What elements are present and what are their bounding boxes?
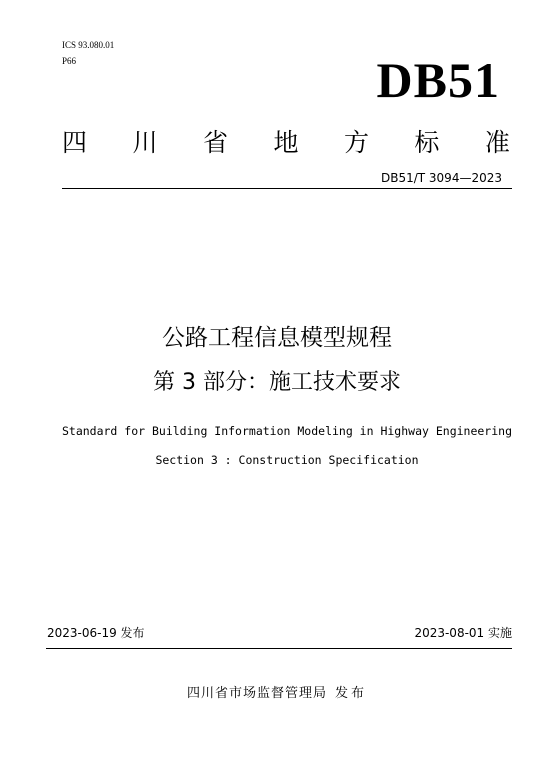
standard-type-char: 方 xyxy=(343,128,369,157)
classification-code: P66 xyxy=(62,56,77,66)
standard-type-char: 省 xyxy=(202,128,228,157)
implementation-date: 2023-08-01 实施 xyxy=(414,626,512,640)
standard-type-char: 标 xyxy=(414,128,440,157)
standard-type-char: 川 xyxy=(132,128,158,157)
issuer-line xyxy=(0,685,554,703)
title-cn-main: 公路工程信息模型规程 xyxy=(162,325,392,351)
issuer-organization: 四川省市场监督管理局 xyxy=(186,686,327,701)
ics-code: ICS 93.080.01 xyxy=(62,40,115,50)
standard-logo: DB51 xyxy=(376,52,500,108)
title-cn-part: 第 3 部分：施工技术要求 xyxy=(153,370,401,395)
standard-type-char: 地 xyxy=(273,128,299,157)
footer-divider xyxy=(46,648,512,649)
title-en-section: Section 3 : Construction Specification xyxy=(155,453,419,467)
standard-type-heading xyxy=(62,126,510,160)
header-divider xyxy=(62,188,512,189)
standard-type-char: 四 xyxy=(62,128,88,157)
issuer-action: 发布 xyxy=(335,686,368,701)
standard-type-char: 准 xyxy=(484,128,510,157)
issue-date: 2023-06-19 发布 xyxy=(47,626,145,640)
standard-number: DB51/T 3094—2023 xyxy=(380,171,502,185)
title-en-main: Standard for Building Information Modeling in Highway Engineering xyxy=(61,424,513,438)
